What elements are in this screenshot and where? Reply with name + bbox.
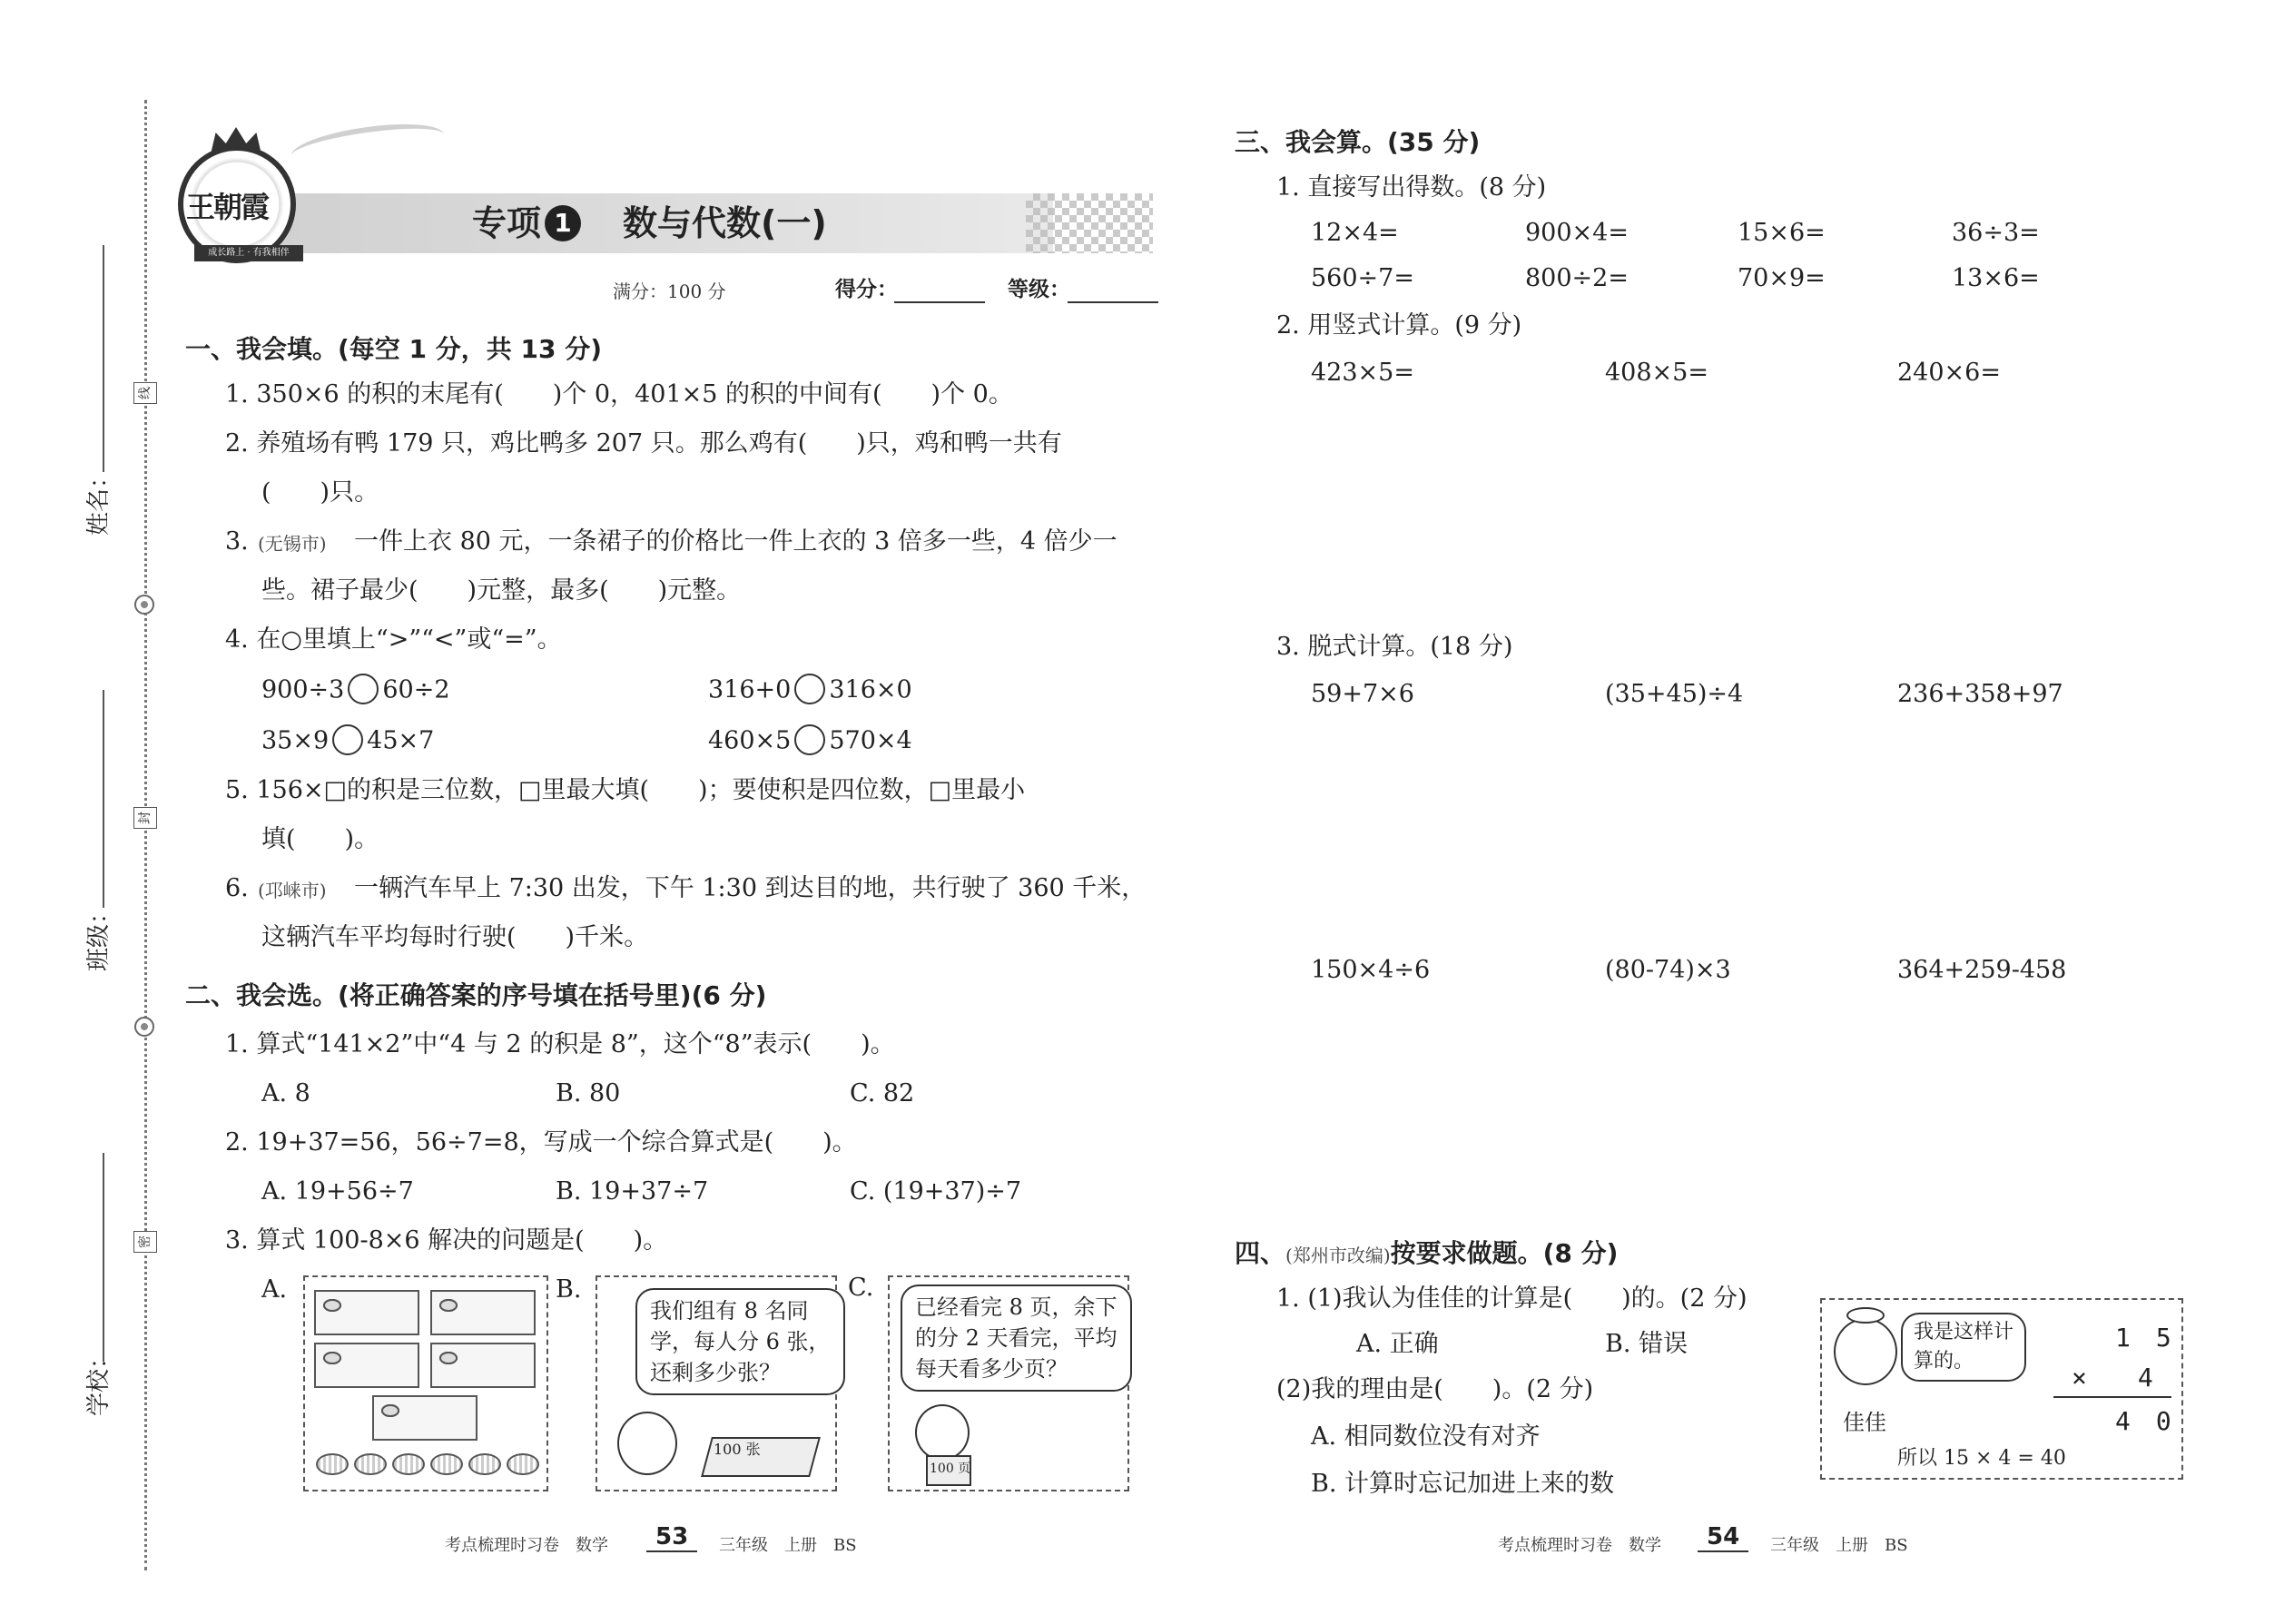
page-number-left: 53 xyxy=(646,1523,697,1552)
s1-q2-line1: 2. 养殖场有鸭 179 只，鸡比鸭多 207 只。那么鸡有( )只，鸡和鸭一共有 xyxy=(225,429,1062,458)
ribbon-decoration xyxy=(289,116,447,173)
speech-bubble-jiajia: 我是这样计 算的。 xyxy=(1901,1313,2026,1382)
s1-q1: 1. 350×6 的积的末尾有( )个 0，401×5 的积的中间有( )个 0。 xyxy=(225,380,1013,408)
s2-q1-option-b[interactable]: B. 80 xyxy=(556,1079,621,1107)
speech-bubble-b: 我们组有 8 名同 学，每人分 6 张， 还剩多少张？ xyxy=(635,1288,845,1395)
speech-bubble-c: 已经看完 8 页，余下 的分 2 天看完，平均 每天看多少页？ xyxy=(901,1284,1132,1392)
grade-field[interactable] xyxy=(1068,301,1158,303)
page-number-right: 54 xyxy=(1698,1523,1748,1552)
oral-item: 560÷7= xyxy=(1311,264,1414,292)
school-label: 学校： xyxy=(85,1344,113,1416)
s1-q5-line1: 5. 156×□的积是三位数，□里最大填( )；要使积是四位数，□里最小 xyxy=(225,776,1026,804)
s2-q2-option-b[interactable]: B. 19+37÷7 xyxy=(556,1177,709,1206)
s3-part2: 2. 用竖式计算。(9 分) xyxy=(1276,311,1522,340)
calc-rule xyxy=(2053,1396,2171,1398)
page-title: 专项 1 数与代数(一) xyxy=(472,203,827,243)
topic-number-badge: 1 xyxy=(545,205,581,241)
compare-circle[interactable] xyxy=(794,674,825,704)
s2-q1-option-a[interactable]: A. 8 xyxy=(261,1079,310,1107)
section3-heading: 三、我会算。(35 分) xyxy=(1235,127,1481,157)
binding-ring-icon xyxy=(134,1017,154,1037)
section1-heading: 一、我会填。(每空 1 分，共 13 分) xyxy=(185,334,603,364)
s1-q4: 4. 在○里填上“>”“<”或“=”。 xyxy=(225,625,562,654)
oral-item: 70×9= xyxy=(1738,264,1826,292)
character-name: 佳佳 xyxy=(1843,1410,1886,1435)
s1-q6-line2: 这辆汽车平均每时行驶( )千米。 xyxy=(261,923,649,951)
s2-q2-option-c[interactable]: C. (19+37)÷7 xyxy=(850,1177,1022,1206)
s1-q6-region: (邛崃市) xyxy=(258,880,327,901)
s1-q3-region: (无锡市) xyxy=(258,533,327,555)
stepwise-item: (35+45)÷4 xyxy=(1605,680,1744,708)
s1-q3-line2: 些。裙子最少( )元整，最多( )元整。 xyxy=(261,576,742,605)
section2-heading: 二、我会选。(将正确答案的序号填在括号里)(6 分) xyxy=(185,980,767,1010)
s2-q2: 2. 19+37=56，56÷7=8，写成一个综合算式是( )。 xyxy=(225,1128,857,1156)
vertical-item: 408×5= xyxy=(1605,359,1708,387)
school-write-line xyxy=(103,1153,104,1362)
hair-bow-icon xyxy=(1846,1307,1885,1324)
s4-q1-option-a[interactable]: A. 正确 xyxy=(1356,1330,1439,1358)
oral-item: 13×6= xyxy=(1952,264,2040,292)
full-score: 满分：100 分 xyxy=(613,281,726,302)
oral-item: 12×4= xyxy=(1311,219,1399,247)
jiajia-figure xyxy=(1834,1318,1897,1385)
s2-q1-option-c[interactable]: C. 82 xyxy=(850,1079,915,1107)
logo-band: 成长路上 · 有我相伴 xyxy=(194,245,303,261)
class-label: 班级： xyxy=(85,900,113,971)
s1-q5-line2: 填( )。 xyxy=(261,825,379,853)
stepwise-item: 236+358+97 xyxy=(1897,680,2063,708)
name-write-line xyxy=(103,245,104,472)
s4-q1-option-b[interactable]: B. 错误 xyxy=(1605,1330,1689,1358)
footer-left-book: 考点梳理时习卷 数学 xyxy=(445,1536,608,1555)
s4-q2: (2)我的理由是( )。(2 分) xyxy=(1276,1375,1594,1403)
oral-item: 800÷2= xyxy=(1525,264,1629,292)
section4-heading: 四、(郑州市改编)按要求做题。(8 分) xyxy=(1235,1238,1619,1268)
calc-multiplier: × 4 xyxy=(2072,1363,2153,1393)
oral-item: 900×4= xyxy=(1525,219,1629,247)
s2-q3-option-b-label[interactable]: B. xyxy=(556,1275,582,1304)
score-field[interactable] xyxy=(894,301,985,303)
stepwise-item: 59+7×6 xyxy=(1311,680,1414,708)
stepwise-item: 364+259-458 xyxy=(1897,956,2067,984)
score-label: 得分： xyxy=(835,278,898,301)
seal-mark-line: 线 xyxy=(133,382,157,404)
book-label: 100 页 xyxy=(930,1462,971,1476)
calc-note: 所以 15 × 4 = 40 xyxy=(1897,1447,2066,1470)
footer-right-grade: 三年级 上册 BS xyxy=(1770,1536,1908,1555)
s3-part3: 3. 脱式计算。(18 分) xyxy=(1276,633,1513,661)
s4-q1: 1. (1)我认为佳佳的计算是( )的。(2 分) xyxy=(1276,1284,1748,1313)
s1-q3-line1: 一件上衣 80 元，一条裙子的价格比一件上衣的 3 倍多一些，4 倍少一 xyxy=(354,527,1117,556)
class-write-line xyxy=(103,690,104,908)
name-label: 姓名： xyxy=(85,464,113,536)
logo-text: 王朝霞 xyxy=(186,190,269,224)
s2-q3-option-c-label[interactable]: C. xyxy=(848,1274,874,1302)
s3-part1: 1. 直接写出得数。(8 分) xyxy=(1276,173,1547,202)
oral-item: 36÷3= xyxy=(1952,219,2040,247)
calc-top: 1 5 xyxy=(2115,1323,2171,1353)
s4-q2-option-a[interactable]: A. 相同数位没有对齐 xyxy=(1311,1422,1541,1451)
stepwise-item: 150×4÷6 xyxy=(1311,956,1431,984)
girl-figure xyxy=(617,1412,677,1475)
grade-label: 等级： xyxy=(1008,278,1070,301)
s4-q2-option-b[interactable]: B. 计算时忘记加进上来的数 xyxy=(1311,1470,1615,1498)
s2-q3-option-a-label[interactable]: A. xyxy=(261,1275,288,1304)
picture-b-paper xyxy=(596,1275,837,1491)
compare-circle[interactable] xyxy=(794,724,825,755)
picture-a-mooncakes xyxy=(303,1275,548,1491)
s2-q1: 1. 算式“141×2”中“4 与 2 的积是 8”，这个“8”表示( )。 xyxy=(225,1030,895,1058)
calc-result: 4 0 xyxy=(2115,1406,2171,1436)
s2-q3: 3. 算式 100-8×6 解决的问题是( )。 xyxy=(225,1226,668,1255)
footer-right-book: 考点梳理时习卷 数学 xyxy=(1498,1536,1661,1555)
boy-figure xyxy=(915,1404,970,1461)
binding-ring-icon xyxy=(134,595,154,615)
stepwise-item: (80-74)×3 xyxy=(1605,956,1731,984)
s1-q3-num: 3. xyxy=(225,527,249,556)
s1-q6-line1: 一辆汽车早上 7:30 出发，下午 1:30 到达目的地，共行驶了 360 千米， xyxy=(354,874,1147,902)
picture-c-book xyxy=(888,1275,1129,1491)
compare-item: 35×9 45×7 xyxy=(261,724,434,759)
s1-q2-line2: ( )只。 xyxy=(261,478,379,507)
binding-dotted-line xyxy=(144,100,147,1570)
s2-q2-option-a[interactable]: A. 19+56÷7 xyxy=(261,1177,414,1206)
vertical-item: 240×6= xyxy=(1897,359,2001,387)
oral-item: 15×6= xyxy=(1738,219,1826,247)
compare-item: 316+0 316×0 xyxy=(708,674,912,708)
seal-mark-seal: 封 xyxy=(133,807,157,829)
compare-item: 900÷3 60÷2 xyxy=(261,674,450,708)
seal-mark-secret: 密 xyxy=(133,1231,157,1253)
compare-circle[interactable] xyxy=(332,724,363,755)
vertical-item: 423×5= xyxy=(1311,359,1414,387)
s1-q6-num: 6. xyxy=(225,874,249,902)
compare-circle[interactable] xyxy=(348,674,379,704)
paper-label: 100 张 xyxy=(714,1441,761,1458)
checker-pattern xyxy=(1026,193,1153,253)
compare-item: 460×5 570×4 xyxy=(708,724,912,759)
footer-left-grade: 三年级 上册 BS xyxy=(719,1536,857,1555)
